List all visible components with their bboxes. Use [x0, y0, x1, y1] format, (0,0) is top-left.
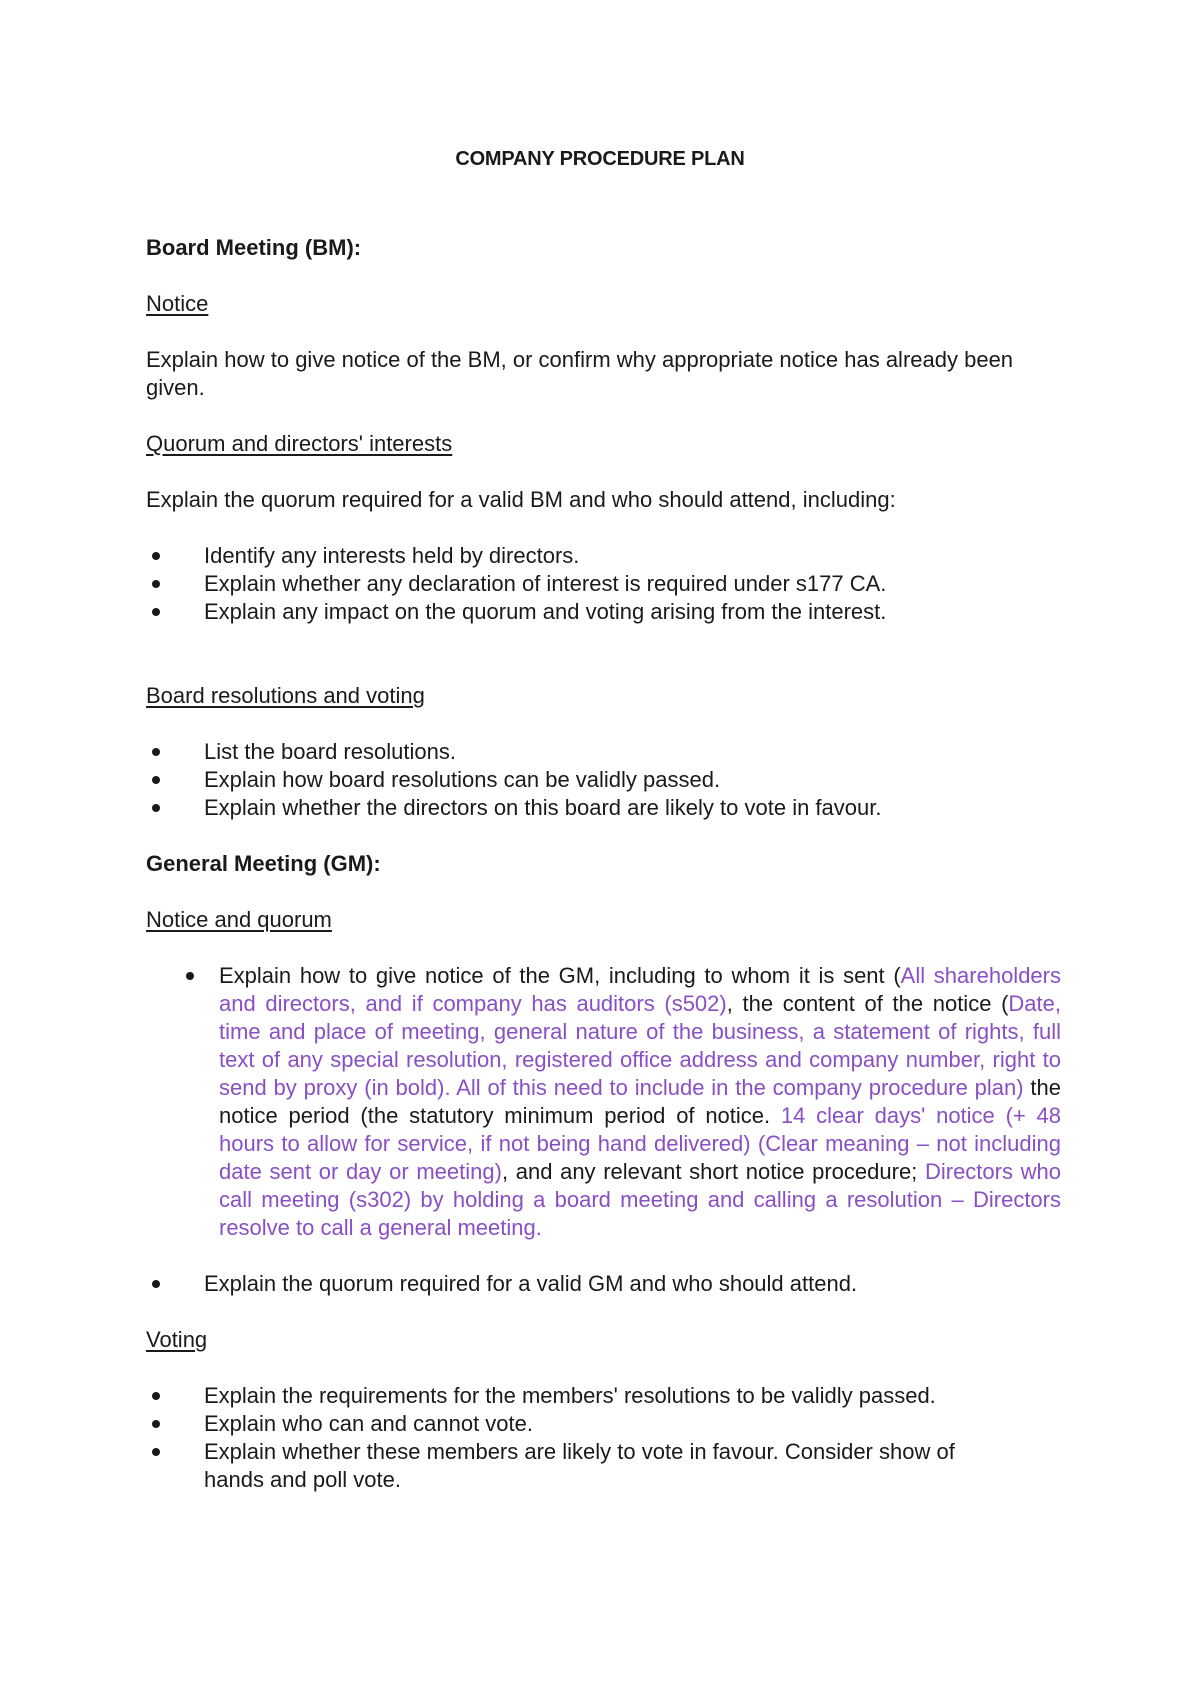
bullet-icon — [152, 1392, 160, 1400]
general-meeting-heading: General Meeting (GM): — [146, 851, 381, 876]
list-item: Explain the quorum required for a valid GM and who should attend. — [146, 1270, 1066, 1298]
list-item: Identify any interests held by directors. — [146, 542, 1066, 570]
bm-resolutions-heading: Board resolutions and voting — [146, 683, 425, 708]
bullet-icon — [152, 1420, 160, 1428]
board-meeting-heading: Board Meeting (BM): — [146, 235, 362, 260]
gm-quorum-list — [146, 1270, 1066, 1298]
gm-notice-quorum-heading: Notice and quorum — [146, 907, 332, 932]
bullet-icon — [152, 1280, 160, 1288]
bullet-icon — [152, 552, 160, 560]
handwritten-note: 14 clear days' notice (+ 48 hours to allow for service, if not being hand delivered) (Clear meaning – not including date sent or day or meeting) — [219, 1103, 1061, 1184]
handwritten-note: Directors who call meeting (s302) by holding a board meeting and calling a resolution – Directors resolve to call a general meeting. — [219, 1159, 1062, 1240]
list-item: List the board resolutions. — [146, 738, 1066, 766]
list-item: Explain who can and cannot vote. — [146, 1410, 1066, 1438]
list-item-continuation: hands and poll vote. — [204, 1467, 401, 1492]
handwritten-note: All shareholders and directors, and if company has auditors (s502) — [219, 963, 1061, 1016]
list-item: Explain whether any declaration of interest is required under s177 CA. — [146, 570, 1066, 598]
bullet-icon — [152, 776, 160, 784]
gm-voting-heading: Voting — [146, 1327, 208, 1352]
bullet-icon — [186, 972, 194, 980]
bm-quorum-heading: Quorum and directors' interests — [146, 431, 453, 456]
list-item: Explain whether the directors on this board are likely to vote in favour. — [146, 794, 1066, 822]
gm-notice-bullet — [146, 962, 1066, 1242]
bm-quorum-intro: Explain the quorum required for a valid BM and who should attend, including: — [146, 487, 896, 512]
document-title: COMPANY PROCEDURE PLAN — [455, 148, 745, 170]
list-item: Explain how board resolutions can be validly passed. — [146, 766, 1066, 794]
bullet-icon — [152, 804, 160, 812]
gm-voting-list — [146, 1382, 1066, 1494]
bullet-icon — [152, 1448, 160, 1456]
bm-resolutions-list — [146, 738, 1066, 822]
bm-notice-text: Explain how to give notice of the BM, or confirm why appropriate notice has already been given. — [146, 347, 1014, 400]
gm-notice-text: Explain how to give notice of the GM, including to whom it is sent (All shareholders and directors, and if company has auditors (s502), the content of the notice (Date, time and place of meeting, general nature of the business, a statement of rights, full text of any special resolution, registered office address and company number, right to send by proxy (in bold). All of this need to include in the company procedure plan) the notice period (the statutory minimum period of notice. 14 clear days' notice (+ 48 hours to allow for service, if not being hand delivered) (Clear meaning – not including date sent or day or meeting), and any relevant short notice procedure; Directors who call meeting (s302) by holding a board meeting and calling a resolution – Directors resolve to call a general meeting. — [219, 963, 1062, 1240]
bullet-icon — [152, 748, 160, 756]
list-item: Explain whether these members are likely to vote in favour. Consider show of — [146, 1438, 1066, 1466]
list-item: Explain any impact on the quorum and voting arising from the interest. — [146, 598, 1066, 626]
bullet-icon — [152, 608, 160, 616]
list-item: Explain the requirements for the members' resolutions to be validly passed. — [146, 1382, 1066, 1410]
bm-quorum-list — [146, 542, 1066, 626]
bullet-icon — [152, 580, 160, 588]
bm-notice-heading: Notice — [146, 291, 209, 316]
handwritten-note: Date, time and place of meeting, general nature of the business, a statement of rights, full text of any special resolution, registered office address and company number, right to send by proxy (in bold). All of this need to include in the company procedure plan) — [219, 991, 1061, 1100]
